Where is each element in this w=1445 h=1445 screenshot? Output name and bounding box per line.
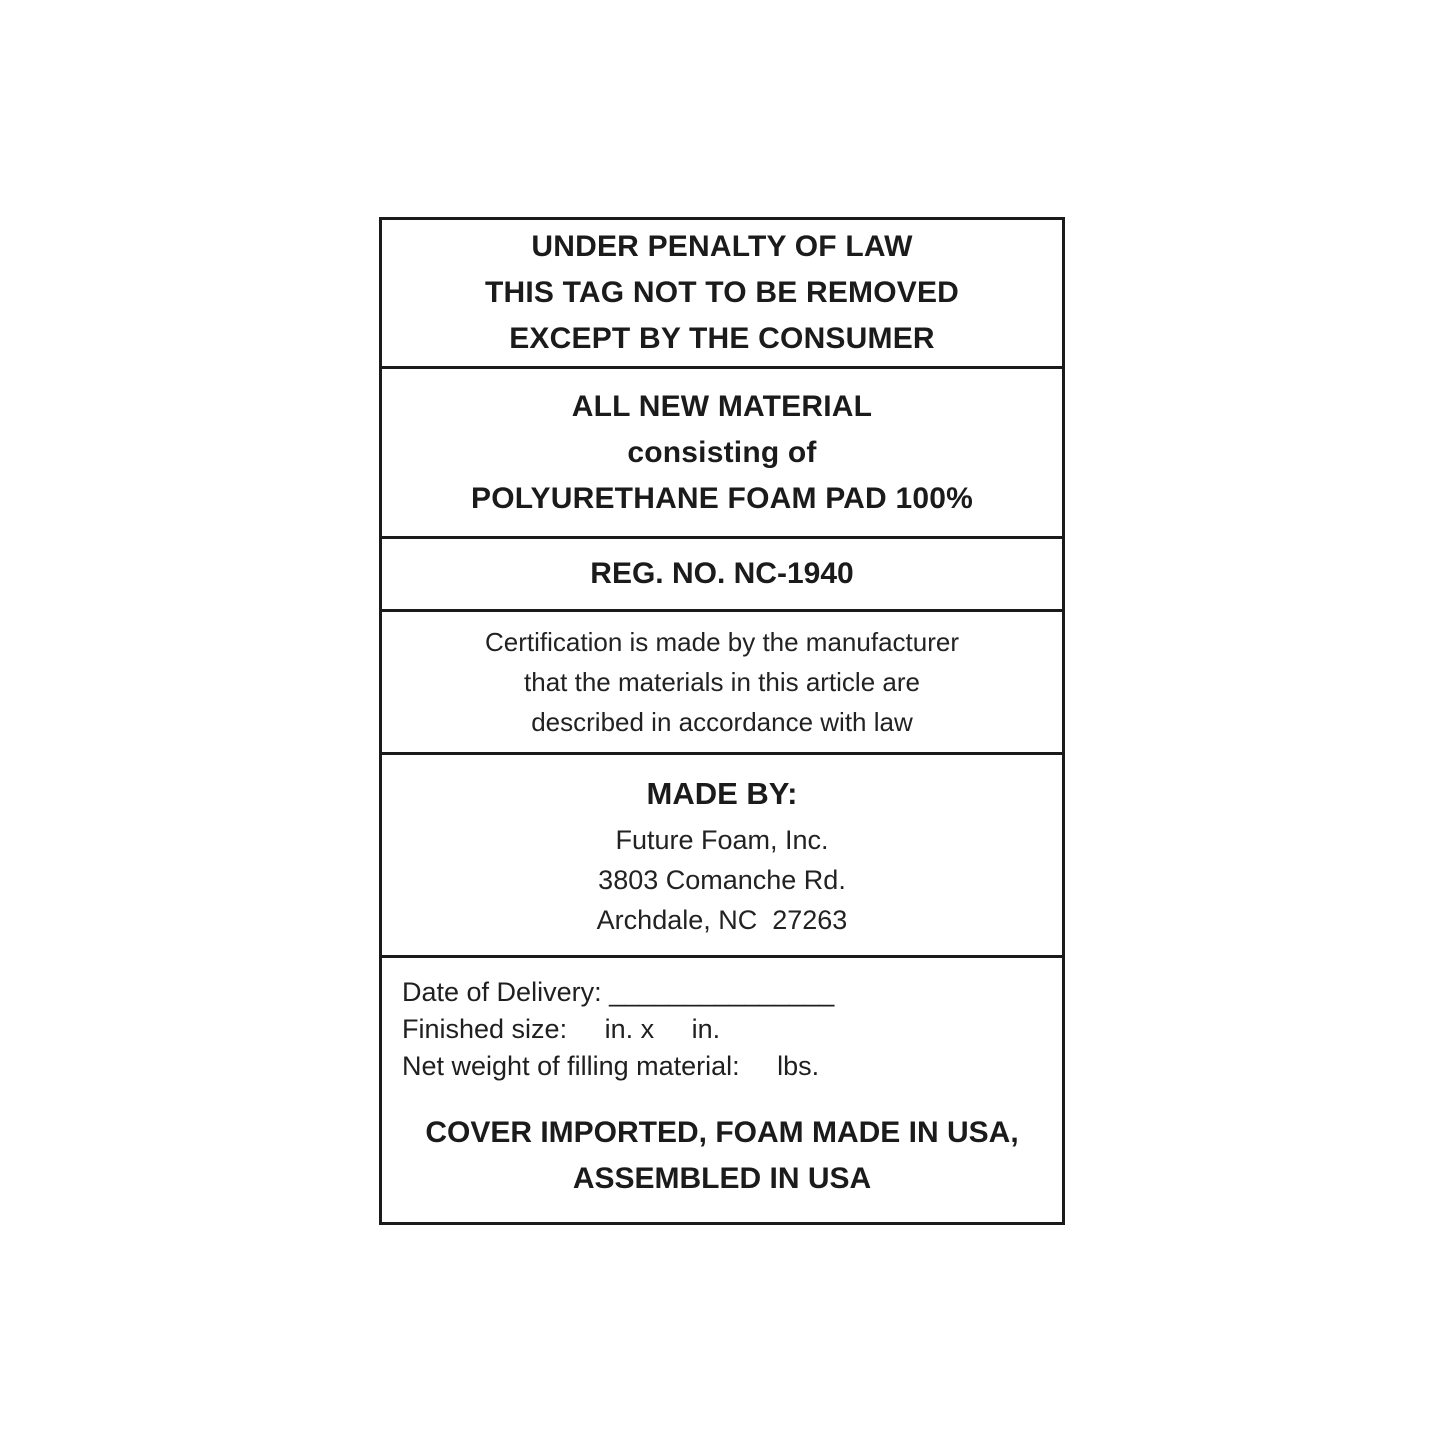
origin-statement (402, 1110, 1042, 1202)
certification-line-1: Certification is made by the manufacturer (485, 627, 959, 657)
material-line-1: ALL NEW MATERIAL (571, 389, 873, 423)
origin-line-2: ASSEMBLED IN USA (572, 1162, 872, 1195)
origin-line-1: COVER IMPORTED, FOAM MADE IN USA, (425, 1116, 1019, 1149)
material-line-2: consisting of (627, 435, 817, 469)
penalty-line-1: UNDER PENALTY OF LAW (531, 230, 913, 263)
certification-line-3: described in accordance with law (531, 707, 913, 737)
penalty-line-2: THIS TAG NOT TO BE REMOVED (484, 276, 960, 309)
made-by-heading: MADE BY: (646, 776, 798, 811)
section-certification (382, 609, 1062, 752)
section-delivery-and-origin (382, 955, 1062, 1222)
certification-line-2: that the materials in this article are (524, 667, 920, 697)
material-line-3: POLYURETHANE FOAM PAD 100% (471, 481, 973, 515)
delivery-details (402, 974, 1042, 1085)
section-registration-number (382, 536, 1062, 609)
manufacturer-street: 3803 Comanche Rd. (598, 865, 846, 895)
net-weight-line: Net weight of filling material: lbs. (402, 1051, 820, 1081)
registration-number: REG. NO. NC-1940 (590, 557, 854, 590)
law-tag-label (379, 217, 1065, 1225)
section-material-content (382, 366, 1062, 536)
manufacturer-city-state-zip: Archdale, NC 27263 (596, 905, 848, 935)
section-made-by (382, 752, 1062, 955)
date-of-delivery-line: Date of Delivery: _______________ (402, 977, 835, 1007)
penalty-line-3: EXCEPT BY THE CONSUMER (509, 322, 935, 355)
section-penalty-warning (382, 220, 1062, 366)
manufacturer-name: Future Foam, Inc. (615, 825, 829, 855)
finished-size-line: Finished size: in. x in. (402, 1014, 721, 1044)
